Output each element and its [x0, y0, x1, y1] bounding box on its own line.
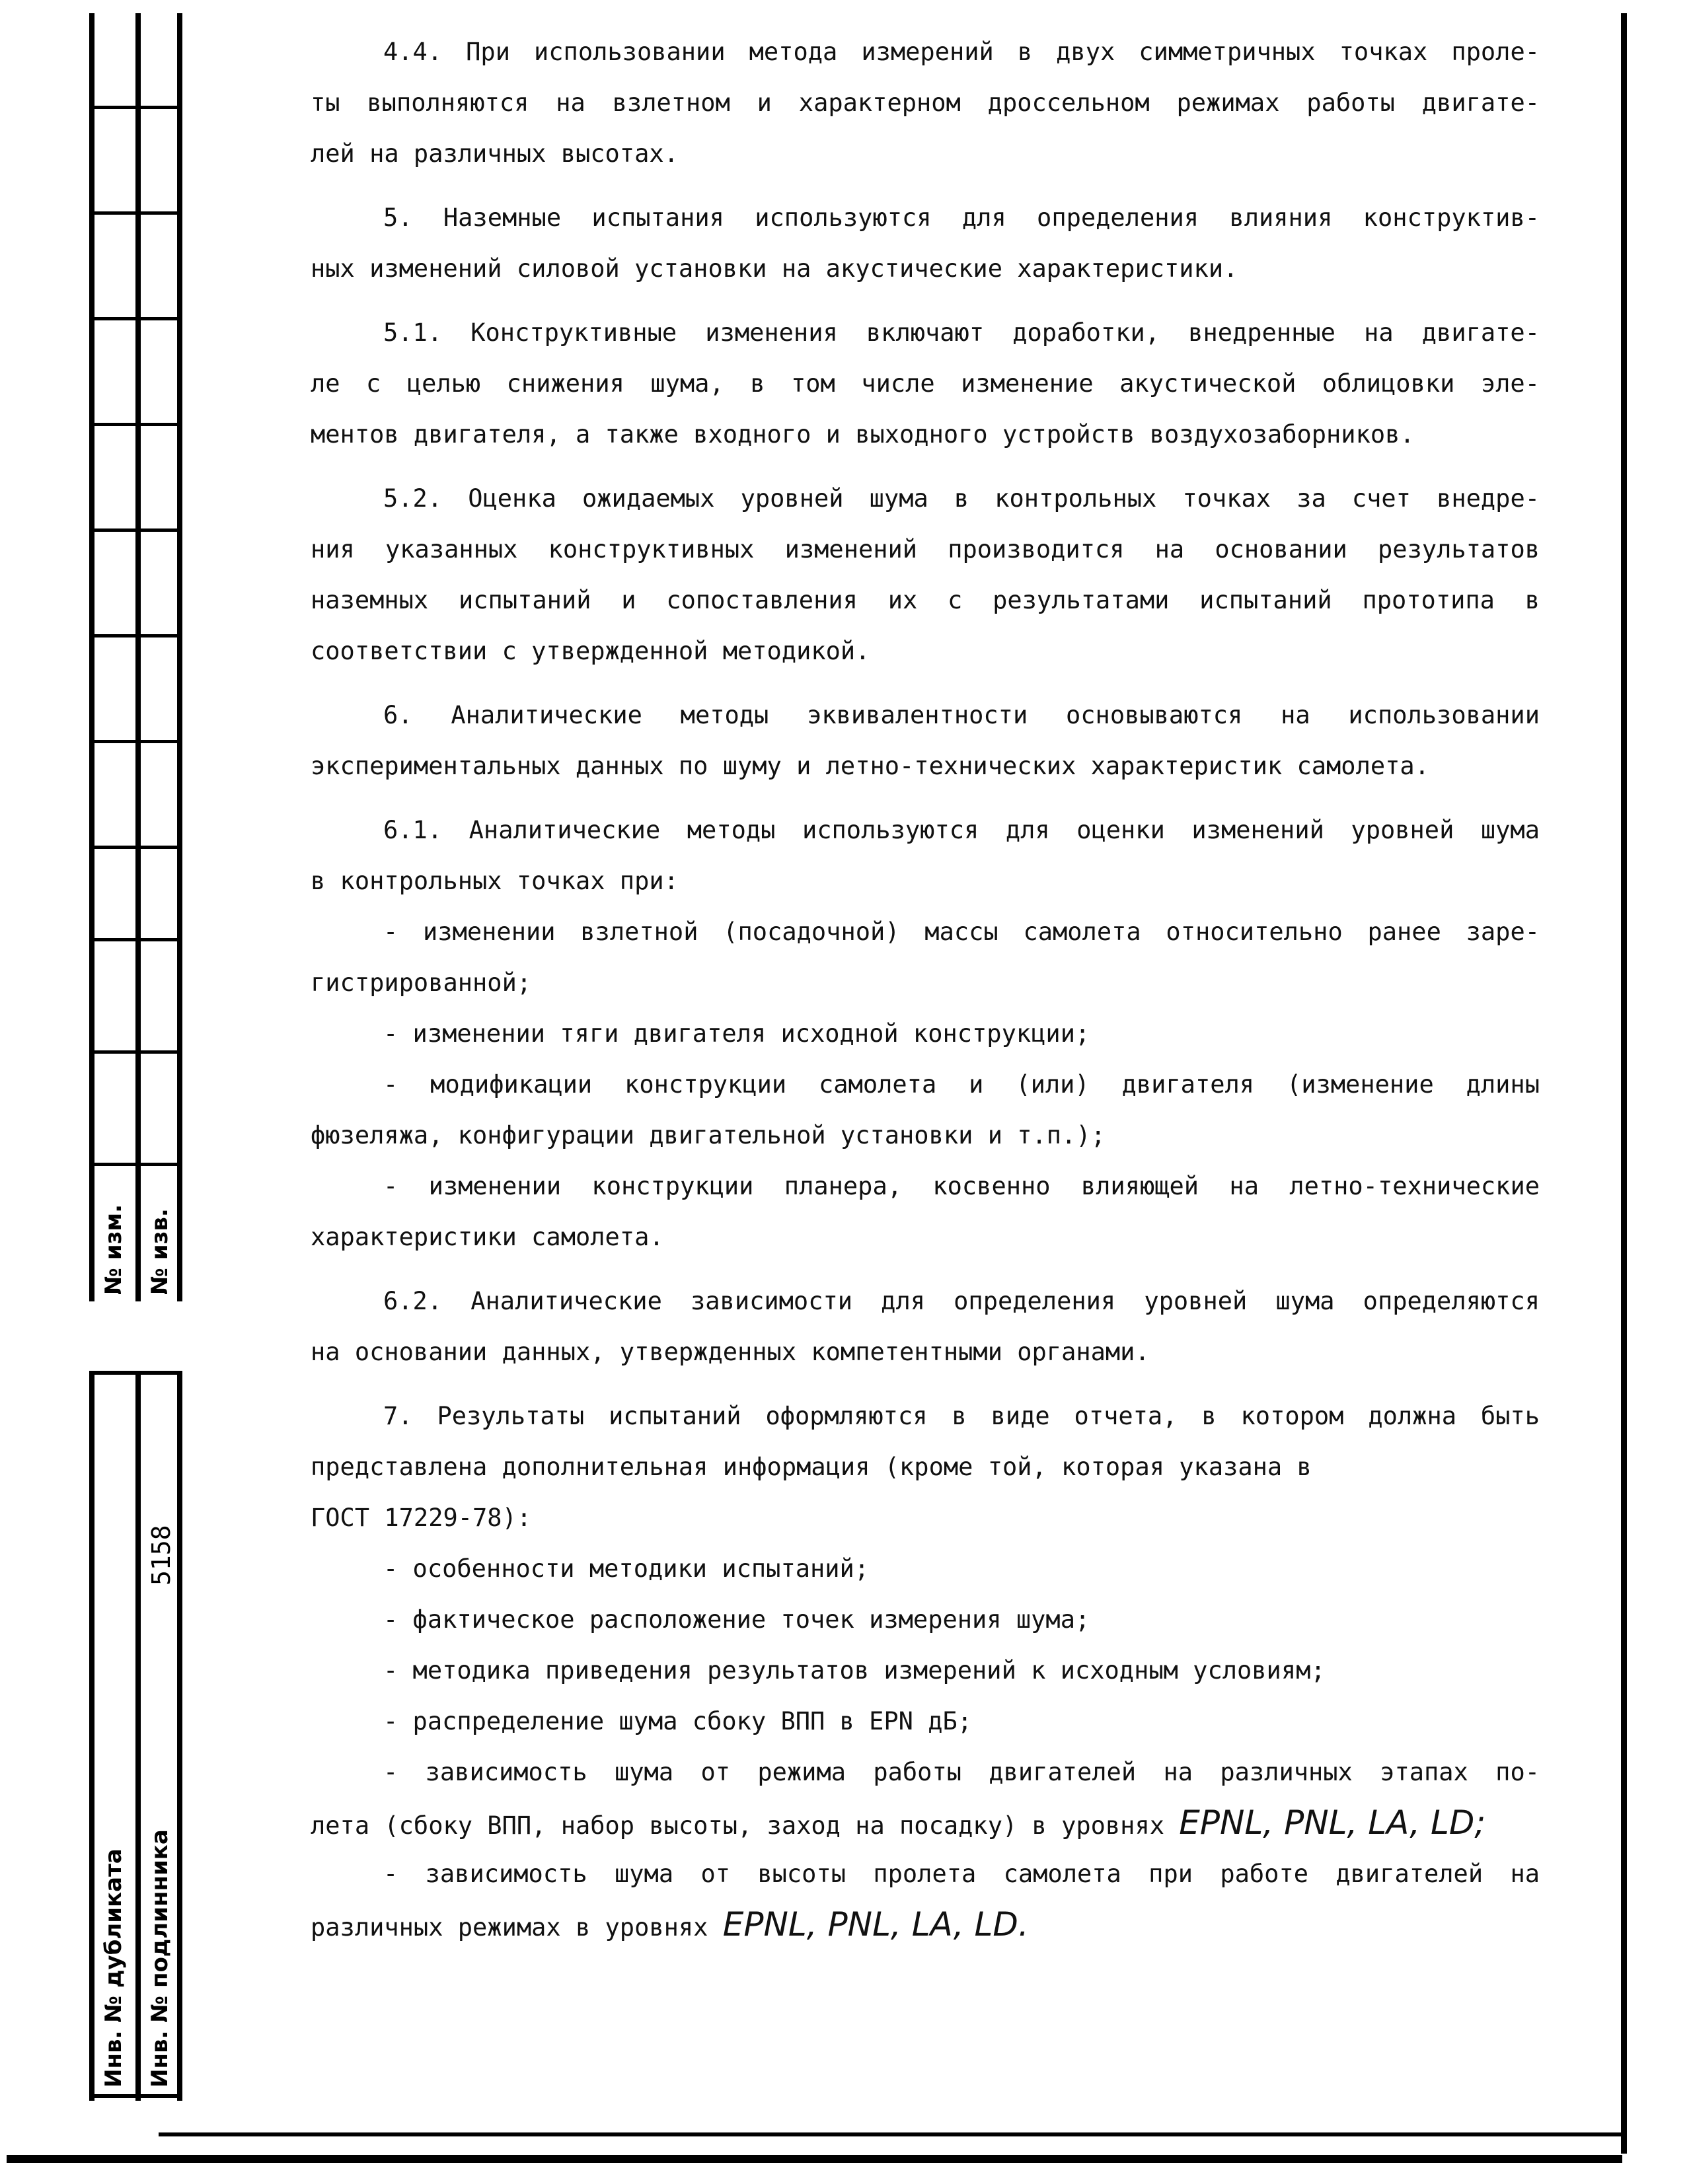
- document-body: [311, 26, 1540, 1950]
- duplicate-inventory-label: Инв. № дубликата: [100, 1848, 127, 2088]
- list-item: - методика приведения результатов измерений к исходным условиям;: [383, 1656, 1326, 1685]
- text-line: представлена дополнительная информация (кроме той, которая указана в: [311, 1453, 1312, 1481]
- text-line: 4.4. При использовании метода измерений в двух симметричных точках проле-: [383, 38, 1540, 66]
- paragraph: [311, 690, 1540, 791]
- paragraph: [311, 1391, 1540, 1950]
- text-line: ты выполняются на взлетном и характерном дроссельном режимах работы двигате-: [311, 89, 1540, 117]
- frame-bottom-inner: [159, 2132, 1622, 2136]
- list-item: - зависимость шума от режима работы двигателей на различных этапах по-: [383, 1758, 1540, 1786]
- text-line: 6.1. Аналитические методы используются для оценки изменений уровней шума: [383, 816, 1540, 844]
- list-item: - изменении взлетной (посадочной) массы самолета относительно ранее заре-: [383, 918, 1540, 946]
- margin-line: [89, 13, 94, 1301]
- margin-line: [89, 1163, 182, 1166]
- text-line: в контрольных точках при:: [311, 867, 679, 895]
- margin-line: [89, 846, 182, 849]
- text-line: ГОСТ 17229-78):: [311, 1504, 532, 1532]
- margin-line: [89, 2094, 182, 2098]
- margin-line: [89, 1050, 182, 1054]
- margin-line: [89, 423, 182, 426]
- text-line: экспериментальных данных по шуму и летно-технических характеристик самолета.: [311, 752, 1429, 780]
- margin-line: [177, 1374, 182, 2101]
- margin-line: [89, 938, 182, 941]
- inventory-number: 5158: [147, 1525, 176, 1585]
- margin-line: [177, 13, 182, 1301]
- margin-line: [89, 211, 182, 215]
- text-line: 6.2. Аналитические зависимости для определения уровней шума определяются: [383, 1287, 1540, 1315]
- paragraph: [311, 307, 1540, 460]
- text-line: 5.2. Оценка ожидаемых уровней шума в контрольных точках за счет внедре-: [383, 484, 1540, 513]
- list-item: - изменении тяги двигателя исходной конструкции;: [383, 1019, 1090, 1048]
- margin-line: [89, 740, 182, 743]
- original-inventory-label: Инв. № подлинника: [147, 1829, 173, 2088]
- text-span: лета (сбоку ВПП, набор высоты, заход на посадку) в уровнях: [311, 1811, 1165, 1840]
- margin-line: [89, 528, 182, 532]
- text-line: ных изменений силовой установки на акустические характеристики.: [311, 254, 1238, 283]
- list-item: - особенности методики испытаний;: [383, 1554, 870, 1583]
- list-item: - модификации конструкции самолета и (или) двигателя (изменение длины: [383, 1070, 1540, 1099]
- margin-line: [89, 634, 182, 637]
- text-line: 7. Результаты испытаний оформляются в виде отчета, в котором должна быть: [383, 1402, 1540, 1430]
- margin-line: [89, 106, 182, 109]
- notice-number-label: № изв.: [147, 1208, 173, 1295]
- paragraph: [311, 1276, 1540, 1377]
- paragraph: [311, 805, 1540, 1262]
- margin-line: [135, 1374, 141, 2101]
- paragraph: [311, 473, 1540, 676]
- list-item: - фактическое расположение точек измерения шума;: [383, 1605, 1090, 1634]
- margin-line: [89, 1374, 94, 2101]
- text-line: ле с целью снижения шума, в том числе изменение акустической облицовки эле-: [311, 369, 1540, 398]
- list-item: - изменении конструкции планера, косвенно влияющей на летно-технические: [383, 1172, 1540, 1200]
- paragraph: [311, 26, 1540, 179]
- list-item: - распределение шума сбоку ВПП в EPN дБ;: [383, 1707, 973, 1735]
- list-item: - зависимость шума от высоты пролета самолета при работе двигателей на: [383, 1860, 1540, 1888]
- text-span: различных режимах в уровнях: [311, 1913, 708, 1942]
- formula: EPNL, PNL, LA, LD;: [1179, 1803, 1486, 1842]
- text-line-with-formula: [311, 1798, 1540, 1848]
- text-line: ментов двигателя, а также входного и выходного устройств воздухозаборников.: [311, 420, 1415, 449]
- text-line: 5. Наземные испытания используются для определения влияния конструктив-: [383, 203, 1540, 232]
- text-line: 6. Аналитические методы эквивалентности основываются на использовании: [383, 701, 1540, 729]
- text-line: гистрированной;: [311, 968, 532, 997]
- frame-right: [1621, 13, 1627, 2154]
- text-line: 5.1. Конструктивные изменения включают доработки, внедренные на двигате-: [383, 318, 1540, 347]
- formula: EPNL, PNL, LA, LD.: [722, 1905, 1029, 1944]
- text-line: ния указанных конструктивных изменений производится на основании результатов: [311, 535, 1540, 564]
- change-number-label: № изм.: [100, 1204, 127, 1295]
- margin-line: [89, 317, 182, 320]
- text-line: лей на различных высотах.: [311, 139, 679, 168]
- text-line: на основании данных, утвержденных компетентными органами.: [311, 1338, 1150, 1366]
- paragraph: [311, 192, 1540, 294]
- text-line: соответствии с утвержденной методикой.: [311, 637, 870, 665]
- frame-bottom: [7, 2155, 1622, 2163]
- margin-line: [89, 1371, 182, 1375]
- margin-line: [135, 13, 141, 1301]
- text-line: наземных испытаний и сопоставления их с результатами испытаний прототипа в: [311, 586, 1540, 614]
- text-line: фюзеляжа, конфигурации двигательной установки и т.п.);: [311, 1121, 1106, 1149]
- text-line: характеристики самолета.: [311, 1223, 664, 1251]
- text-line-with-formula: [311, 1899, 1540, 1950]
